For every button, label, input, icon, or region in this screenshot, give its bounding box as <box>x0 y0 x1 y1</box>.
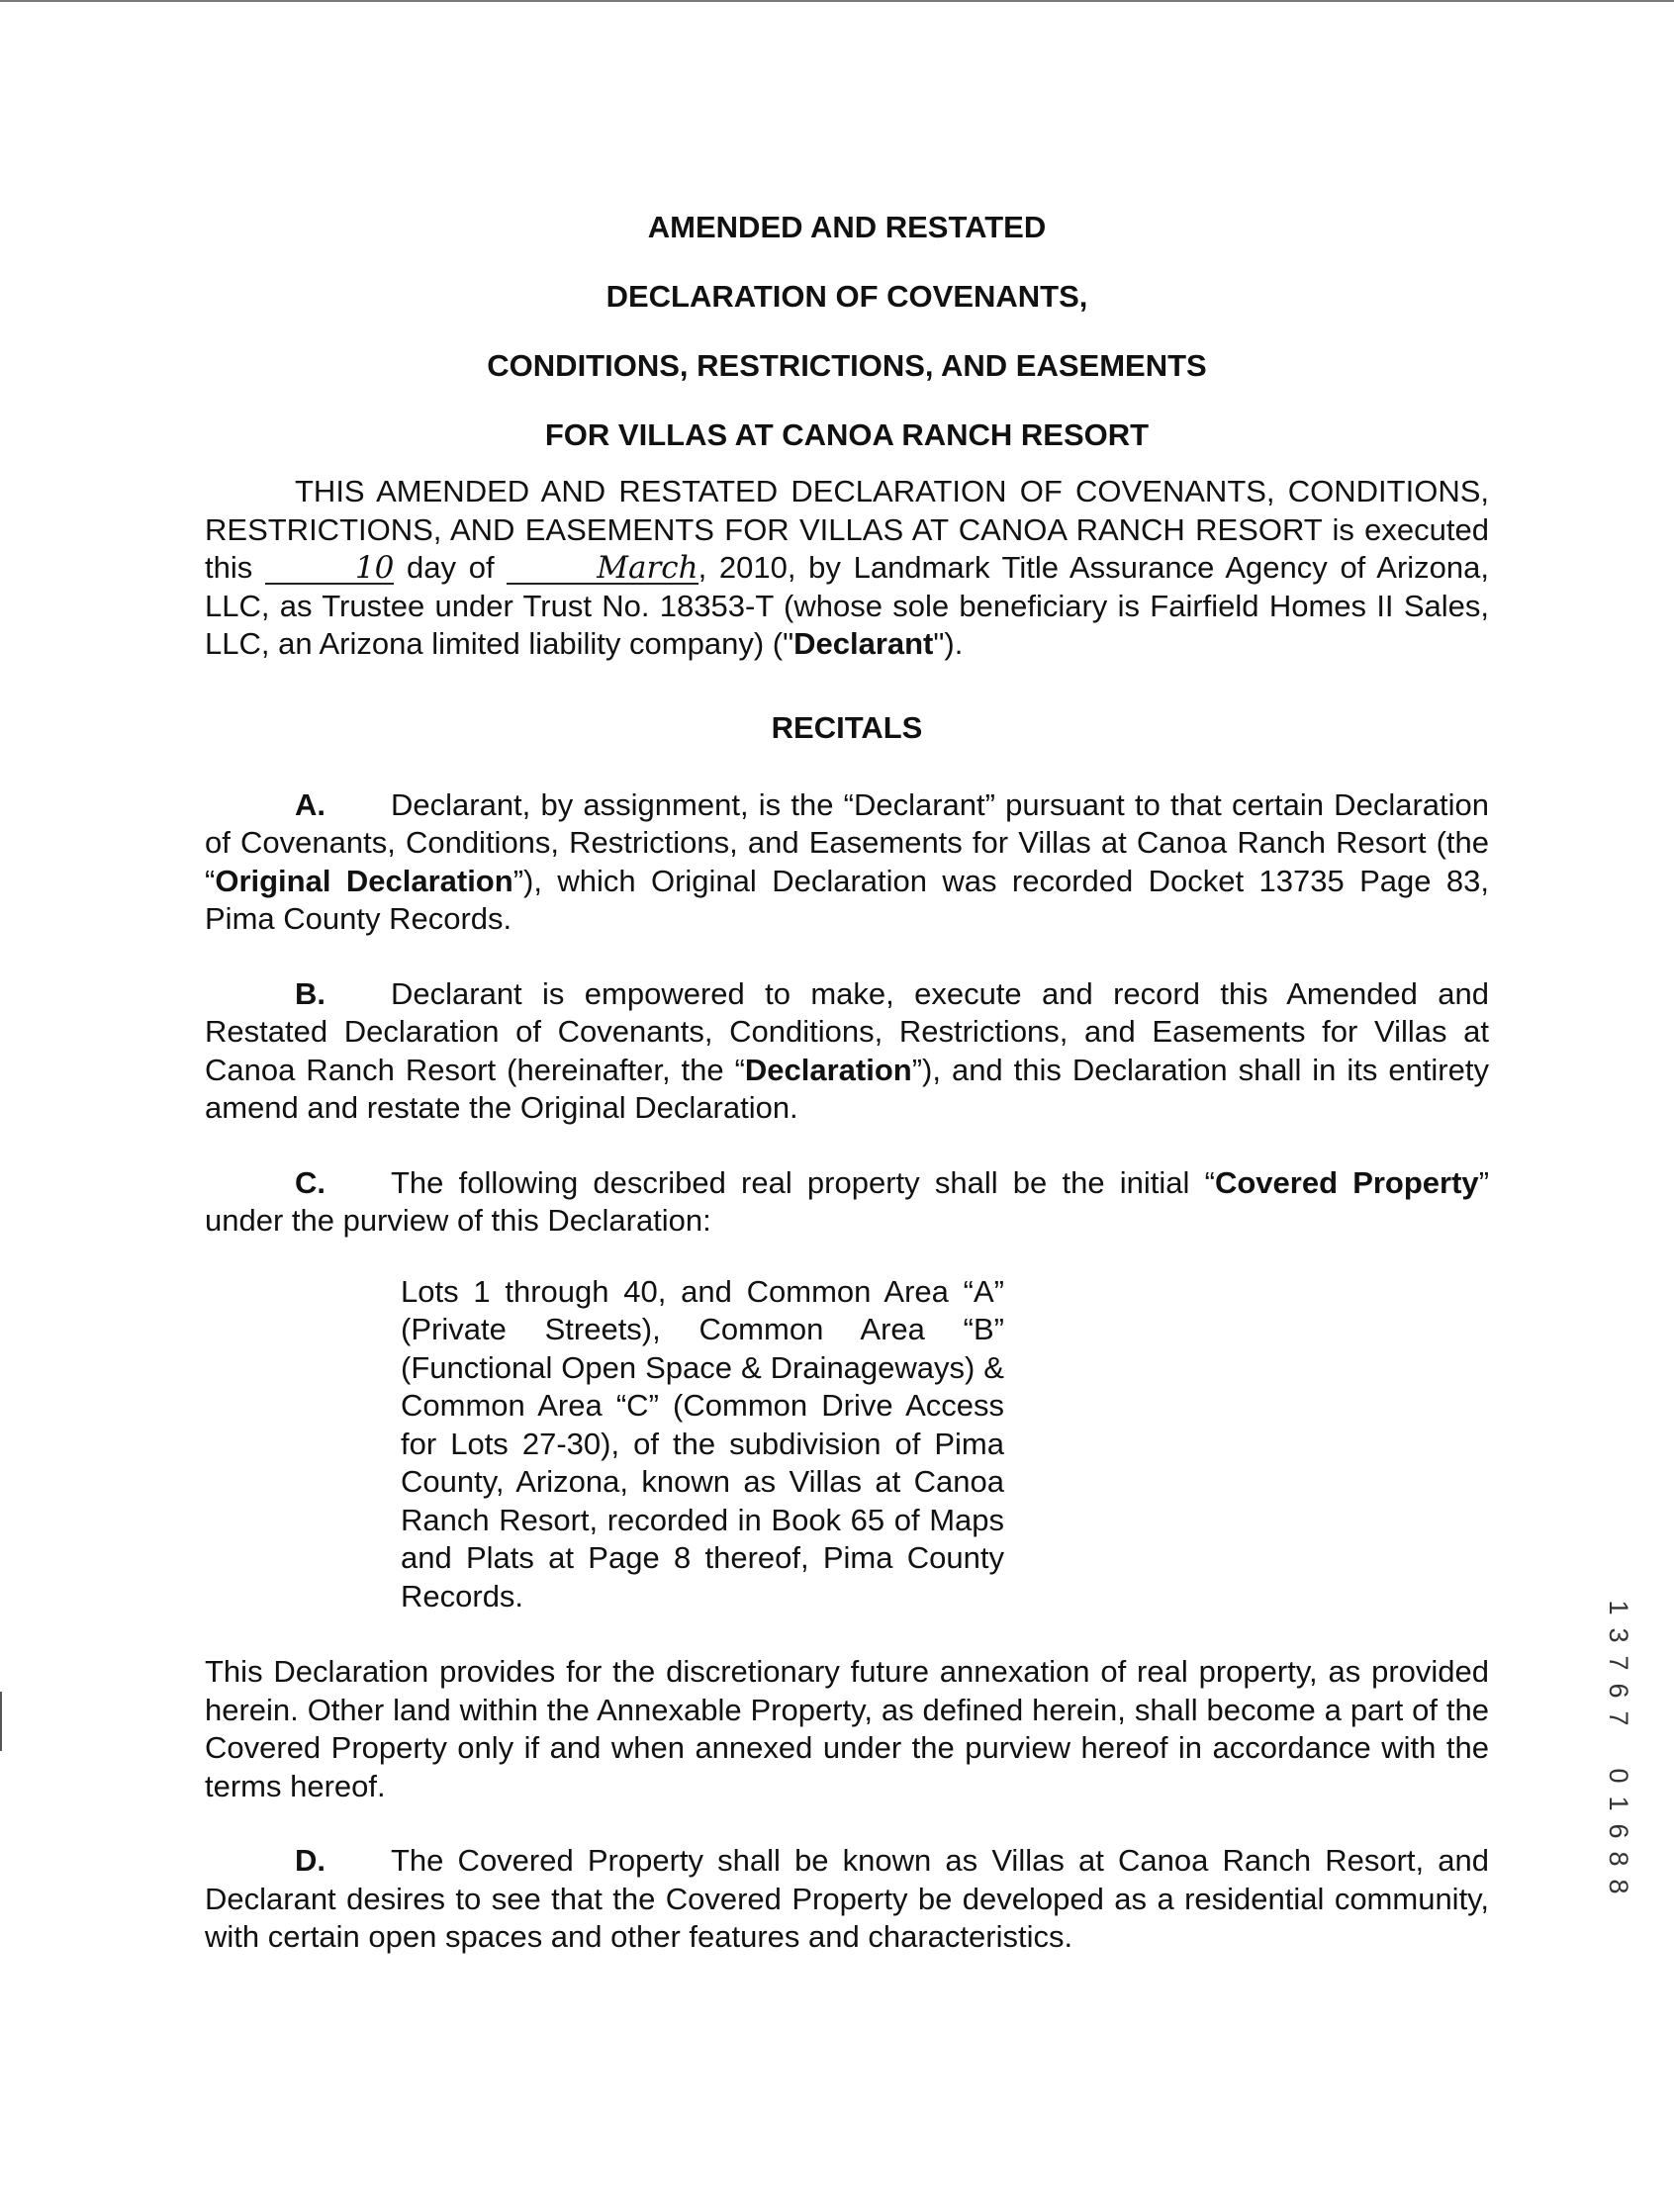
intro-text-4: "). <box>933 626 964 661</box>
recitals-heading: RECITALS <box>771 709 923 745</box>
stamp-docket-digit: 1 <box>1604 1600 1633 1615</box>
recital-b <box>205 975 1489 1128</box>
document-title <box>205 193 1489 470</box>
document-page <box>205 193 1489 1957</box>
recital-a-text-1: Declarant, by assignment, is the “Declarant” pursuant to that certain Declaration of Covenants, Conditions, Restrictions, and Easements for Villas at Canoa Ranch Resort (the “ <box>205 786 1489 898</box>
stamp-page-digit: 0 <box>1604 1768 1633 1784</box>
recital-d <box>205 1842 1489 1957</box>
stamp-docket-digit: 7 <box>1604 1710 1633 1726</box>
title-line-3: CONDITIONS, RESTRICTIONS, AND EASEMENTS <box>487 348 1207 383</box>
stamp-docket <box>1604 1594 1633 1732</box>
scan-edge-line <box>0 0 1674 2</box>
declaration-term: Declaration <box>744 1052 912 1087</box>
stamp-page-digit: 8 <box>1604 1879 1633 1894</box>
recital-b-letter: B. <box>295 975 326 1011</box>
recital-a <box>205 786 1489 939</box>
handwritten-month: March <box>507 553 698 585</box>
original-declaration-term: Original Declaration <box>215 863 513 898</box>
intro-paragraph <box>205 473 1489 664</box>
recital-c-text-2: ” under the purview of this Declaration: <box>205 1164 1490 1238</box>
covered-property-term: Covered Property <box>1214 1164 1479 1200</box>
stamp-page-digit: 6 <box>1604 1823 1633 1839</box>
stamp-page <box>1604 1762 1633 1900</box>
recital-c <box>205 1164 1489 1241</box>
recital-a-letter: A. <box>295 786 326 822</box>
title-line-1: AMENDED AND RESTATED <box>647 210 1047 244</box>
recital-c-letter: C. <box>295 1164 326 1200</box>
title-line-4: FOR VILLAS AT CANOA RANCH RESORT <box>544 417 1150 452</box>
recital-b-text-2: ”), and this Declaration shall in its entirety amend and restate the Original Declaration. <box>205 1052 1489 1125</box>
recital-d-text: The Covered Property shall be known as Villas at Canoa Ranch Resort, and Declarant desires to see that the Covered Property be developed as a residential community, with certain open spaces and other features and characteristics. <box>205 1843 1489 1954</box>
title-line-2: DECLARATION OF COVENANTS, <box>605 279 1088 314</box>
stamp-docket-digit: 3 <box>1604 1627 1633 1643</box>
stamp-docket-digit: 7 <box>1604 1655 1633 1671</box>
declarant-term: Declarant <box>793 626 934 661</box>
legal-description: Lots 1 through 40, and Common Area “A” (Private Streets), Common Area “B” (Functional Open Space & Drainageways) & Common Area “C” (Common Drive Access for Lots 27-30), of the subdivision of Pima County, Arizona, known as Villas at Canoa Ranch Resort, recorded in Book 65 of Maps and Plats at Page 8 thereof, Pima County Records. <box>401 1273 1004 1613</box>
recital-d-letter: D. <box>295 1843 326 1878</box>
stamp-page-digit: 1 <box>1604 1796 1633 1811</box>
recital-c-text-1: The following described real property shall be the initial “ <box>391 1164 1215 1200</box>
intro-text-3: , 2010, by Landmark Title Assurance Agency of Arizona, LLC, as Trustee under Trust No. 18353-T (whose sole beneficiary is Fairfield Homes II Sales, LLC, an Arizona limited liability company) (" <box>205 550 1489 661</box>
intro-text-1: THIS AMENDED AND RESTATED DECLARATION OF COVENANTS, CONDITIONS, RESTRICTIONS, AND EASEMENTS FOR VILLAS AT CANOA RANCH RESORT is executed this <box>205 474 1489 585</box>
recital-b-text-1: Declarant is empowered to make, execute and record this Amended and Restated Declaration of Covenants, Conditions, Restrictions, and Easements for Villas at Canoa Ranch Resort (hereinafter, the “ <box>205 975 1489 1087</box>
intro-text-2: day of <box>394 550 508 585</box>
handwritten-day: 10 <box>265 553 394 585</box>
stamp-docket-digit: 6 <box>1604 1683 1633 1699</box>
recital-a-text-2: ”), which Original Declaration was recorded Docket 13735 Page 83, Pima County Records. <box>205 863 1489 936</box>
scan-margin-mark <box>0 1692 2 1751</box>
annexation-paragraph: This Declaration provides for the discretionary future annexation of real property, as provided herein. Other land within the Annexable Property, as defined herein, shall become a part of the Covered Property only if and when annexed under the purview hereof in accordance with the terms hereof. <box>205 1654 1489 1803</box>
stamp-page-digit: 8 <box>1604 1851 1633 1867</box>
recording-stamp <box>1604 1594 1633 1900</box>
